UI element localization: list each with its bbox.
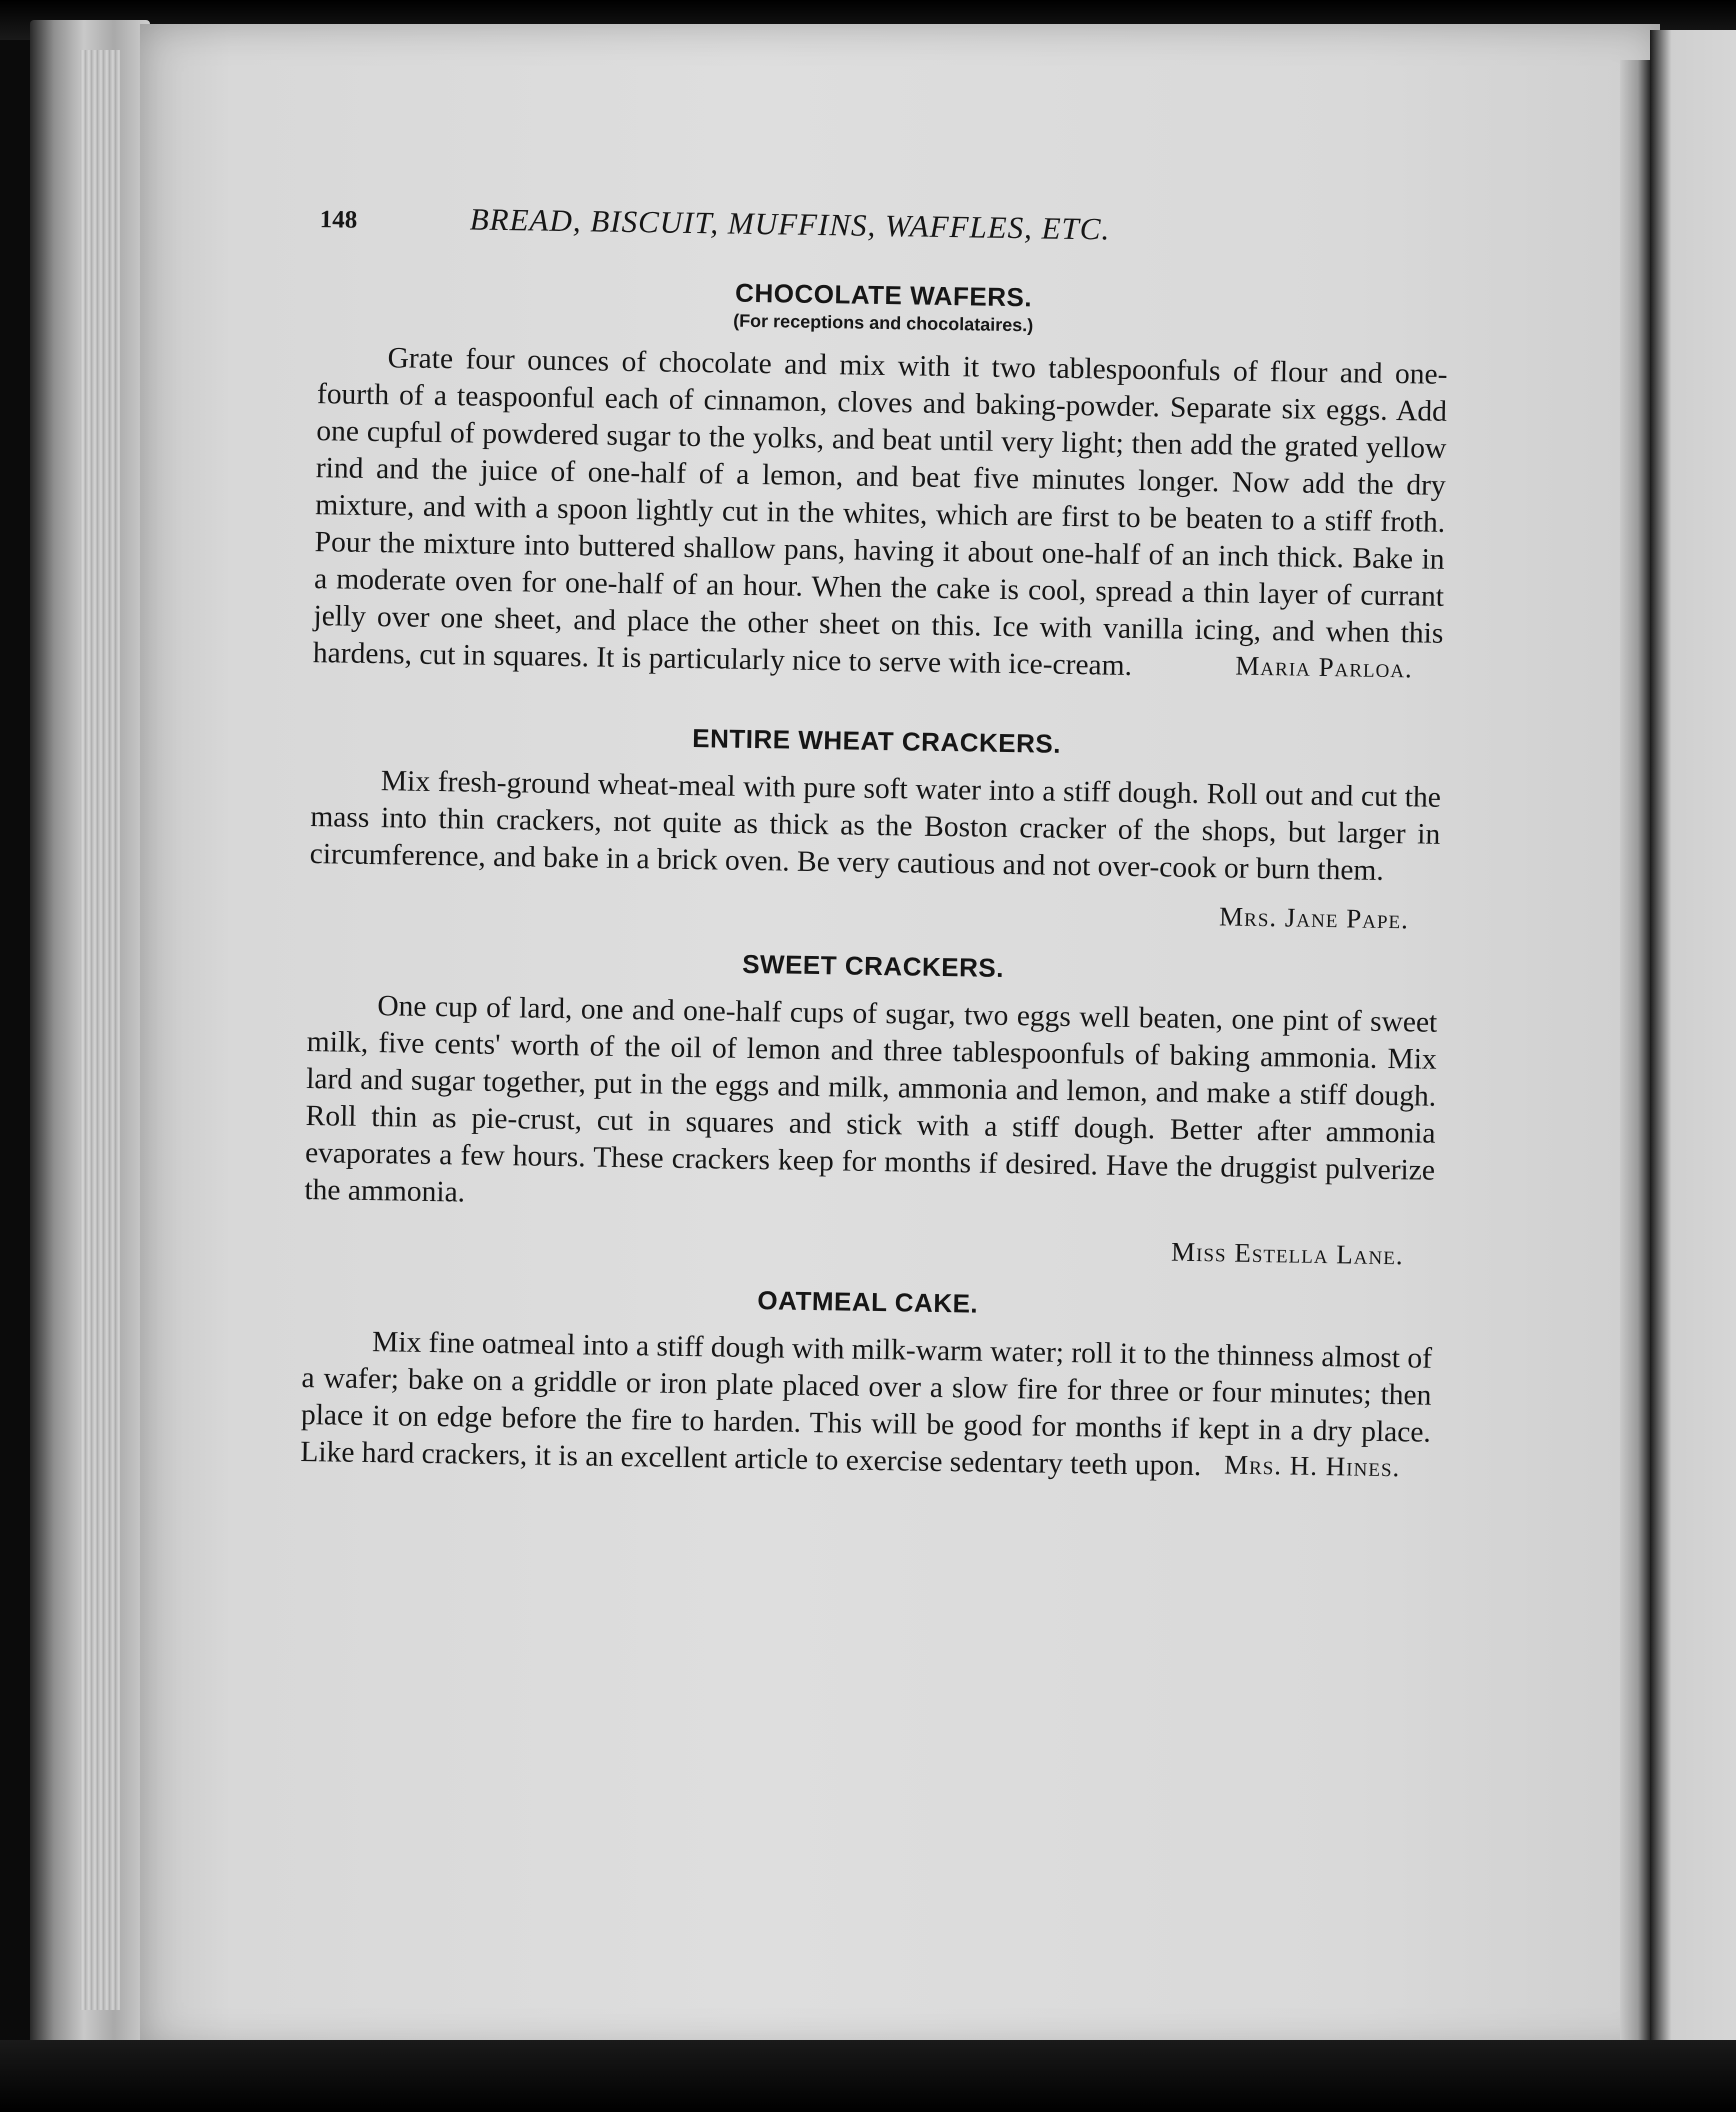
recipe-entire-wheat-crackers [309, 717, 1442, 936]
facing-page-edge [1650, 30, 1736, 2060]
recipe-body: Mix fine oatmeal into a stiff dough with milk-warm water; roll it to the thinness almost of a wafer; bake on a griddle or iron plate placed over a slow fire for three or four minutes; then place it on edge before the fire to harden. This will be good for months if kept in a dry place. Like hard crackers, it is an excellent article to exercise sedentary teeth upon. [300, 1326, 1433, 1483]
page-text-column [300, 199, 1450, 1514]
recipe-oatmeal-cake [300, 1278, 1433, 1484]
recipe-author: Mrs. Jane Pape. [1218, 901, 1410, 935]
recipe-title: ENTIRE WHEAT CRACKERS. [692, 723, 1062, 759]
recipe-sweet-crackers [303, 942, 1438, 1272]
page-edges [80, 50, 120, 2010]
recipe-author: Mrs. H. Hines. [1223, 1449, 1401, 1483]
background-bottom [0, 2040, 1736, 2112]
recipe-body: One cup of lard, one and one-half cups of sugar, two eggs well beaten, one pint of sweet milk, five cents' worth of the oil of lemon and three tablespoonfuls of baking ammonia. Mix lard and sugar together, put in the eggs and milk, ammonia and lemon, and make a stiff dough. Roll thin as pie-crust, cut in squares and stick with a stiff dough. Better after ammonia evaporates a few hours. These crackers keep for months if desired. Have the druggist pulverize the ammonia. [304, 990, 1438, 1209]
book-page-stack-left [30, 20, 150, 2050]
recipe-title: OATMEAL CAKE. [757, 1285, 979, 1319]
recipe-author: Maria Parloa. [1235, 650, 1414, 684]
running-head-title: BREAD, BISCUIT, MUFFINS, WAFFLES, ETC. [469, 201, 1111, 247]
page-gutter [1620, 60, 1650, 2040]
recipe-chocolate-wafers [313, 271, 1449, 685]
recipe-title: CHOCOLATE WAFERS. [734, 277, 1033, 313]
recipe-body: Mix fresh-ground wheat-meal with pure soft water into a stiff dough. Roll out and cut the mass into thin crackers, not quite as thick as the Boston cracker of the shops, but larger in circumference, and bake in a brick oven. Be very cautious and not over-cook or burn them. [309, 765, 1442, 887]
page-number: 148 [319, 206, 358, 234]
recipe-body: Grate four ounces of chocolate and mix with it two tablespoonfuls of flour and one-fourth of a teaspoonful each of cinnamon, cloves and baking-powder. Separate six eggs. Add one cupful of powdered sugar to the yolks, and beat until very light; then add the grated yellow rind and the juice of one-half of a lemon, and beat five minutes longer. Now add the dry mixture, and with a spoon lightly cut in the whites, which are first to be beaten to a stiff froth. Pour the mixture into buttered shallow pans, having it about one-half of an inch thick. Bake in a moderate oven for one-half of an hour. When the cake is cool, spread a thin layer of currant jelly over one sheet, and place the other sheet on this. Ice with vanilla icing, and when this hardens, cut in squares. It is particularly nice to serve with ice-cream. [312, 342, 1448, 682]
recipe-author: Miss Estella Lane. [1170, 1236, 1404, 1271]
recipe-subtitle: (For receptions and chocolataires.) [733, 310, 1034, 336]
recipe-title: SWEET CRACKERS. [741, 948, 1005, 983]
